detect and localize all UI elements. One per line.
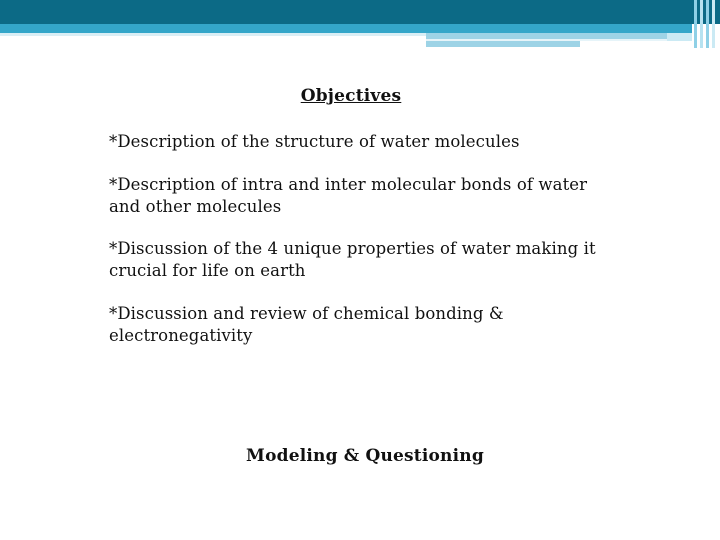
header-stripe	[712, 0, 715, 48]
header-stripe	[706, 0, 709, 48]
header-band-pale	[0, 33, 426, 36]
header-stripe	[694, 0, 697, 48]
objective-item: *Description of intra and inter molecular bonds of water and other molecules	[109, 175, 588, 216]
objective-item: *Discussion of the 4 unique properties of water making it crucial for life on earth	[109, 239, 596, 280]
slide-footer: Modeling & Questioning	[246, 446, 484, 466]
header-band-light	[0, 24, 692, 33]
objective-item: *Discussion and review of chemical bonding & electronegativity	[109, 304, 504, 345]
slide-title: Objectives	[300, 86, 402, 106]
header-band-dark	[0, 0, 692, 24]
header-stripe	[700, 0, 703, 48]
objective-item: *Description of the structure of water molecules	[109, 132, 520, 151]
header-band-accent-3	[426, 41, 580, 47]
header-band-accent-4	[667, 33, 692, 41]
